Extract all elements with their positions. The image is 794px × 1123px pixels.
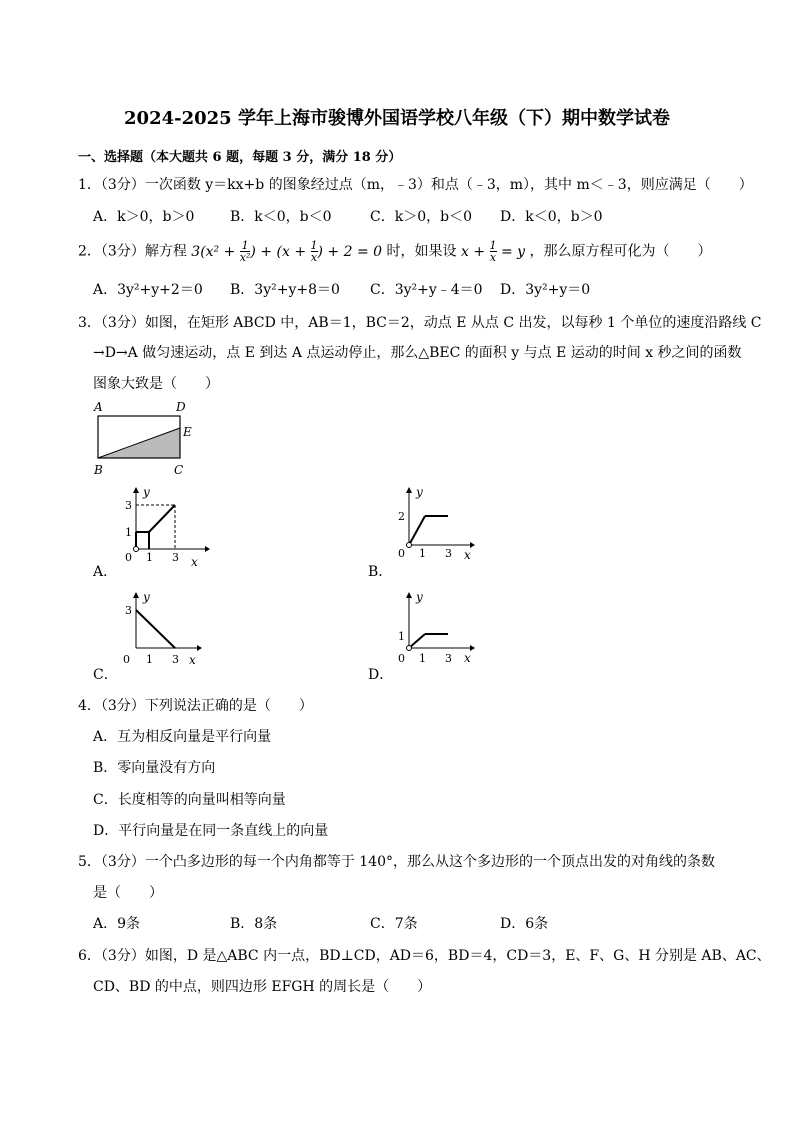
x-axis-label: x xyxy=(191,555,198,569)
q3-option-d-label: D． xyxy=(368,667,394,683)
tick-0: 0 xyxy=(398,652,405,665)
tick-y-3: 3 xyxy=(125,499,132,512)
open-point xyxy=(407,646,412,651)
y-axis-arrow xyxy=(133,592,139,598)
q4-option-a: A．互为相反向量是平行向量 xyxy=(93,729,272,745)
triangle-bec-shaded xyxy=(98,428,180,458)
q1-option-b: B．k＜0，b＜0 xyxy=(230,209,332,225)
tick-0: 0 xyxy=(123,653,130,666)
label-a: A xyxy=(94,400,103,414)
question-1-stem: 1．（3分）一次函数 y＝kx+b 的图象经过点（m，﹣3）和点（﹣3，m），其中 m＜﹣3，则应满足（ ） xyxy=(78,177,753,193)
q3-option-a-label: A． xyxy=(93,564,118,580)
tick-y-1: 1 xyxy=(125,526,132,539)
tick-0: 0 xyxy=(398,547,405,560)
y-axis-arrow xyxy=(133,487,139,493)
y-axis-label: y xyxy=(416,485,423,499)
q1-option-c: C．k＞0，b＜0 xyxy=(370,209,472,225)
question-5-line-2: 是（ ） xyxy=(93,885,163,901)
q4-option-d: D．平行向量是在同一条直线上的向量 xyxy=(93,823,329,839)
tick-x-3: 3 xyxy=(445,652,452,665)
open-point xyxy=(407,543,412,548)
tick-x-1: 1 xyxy=(419,547,426,560)
label-b: B xyxy=(94,463,103,477)
question-6-line-2: CD、BD 的中点，则四边形 EFGH 的周长是（ ） xyxy=(93,979,432,995)
q2-option-c: C．3y²+y﹣4＝0 xyxy=(370,282,483,298)
label-d: D xyxy=(176,400,186,414)
q5-option-b: B．8条 xyxy=(230,916,278,932)
q4-option-b: B．零向量没有方向 xyxy=(93,760,216,776)
tick-x-1: 1 xyxy=(146,653,153,666)
graph-line xyxy=(409,634,425,648)
q1-option-d: D．k＜0，b＞0 xyxy=(500,209,603,225)
graph-option-a xyxy=(115,485,210,575)
tick-y-3: 3 xyxy=(125,604,132,617)
tick-x-1: 1 xyxy=(419,652,426,665)
tick-y-2: 2 xyxy=(398,510,405,523)
q2-option-a: A．3y²+y+2＝0 xyxy=(93,282,203,298)
q5-option-d: D．6条 xyxy=(500,916,549,932)
q3-option-c-label: C． xyxy=(93,667,118,683)
q2-stem-a: 2．（3分）解方程 xyxy=(78,243,187,260)
y-axis-label: y xyxy=(143,590,150,604)
question-5-line-1: 5．（3分）一个凸多边形的每一个内角都等于 140°，那么从这个多边形的一个顶点出发的对角线的条数 xyxy=(78,854,715,870)
x-axis-arrow xyxy=(205,546,210,552)
q2-stem-b: 时，如果设 xyxy=(386,243,457,260)
q3-option-b-label: B． xyxy=(368,564,393,580)
graph-line xyxy=(149,505,175,532)
q5-option-a: A．9条 xyxy=(93,916,141,932)
question-3-line-2: →D→A 做匀速运动，点 E 到达 A 点运动停止，那么△BEC 的面积 y 与点 E 运动的时间 x 秒之间的函数 xyxy=(93,345,742,361)
open-point xyxy=(134,547,139,552)
q4-option-c: C．长度相等的向量叫相等向量 xyxy=(93,792,286,808)
graph-option-c xyxy=(115,590,210,675)
tick-0: 0 xyxy=(125,551,132,564)
rectangle-figure xyxy=(90,398,205,478)
graph-option-b xyxy=(388,485,483,575)
q2-option-b: B．3y²+y+8＝0 xyxy=(230,282,340,298)
q5-option-c: C．7条 xyxy=(370,916,418,932)
section-heading: 一、选择题（本大题共 6 题，每题 3 分，满分 18 分） xyxy=(78,150,402,165)
tick-y-1: 1 xyxy=(398,630,405,643)
question-3-line-1: 3．（3分）如图，在矩形 ABCD 中，AB＝1，BC＝2，动点 E 从点 C 出发，以每秒 1 个单位的速度沿路线 C xyxy=(78,315,762,331)
tick-x-3: 3 xyxy=(172,551,179,564)
tick-x-3: 3 xyxy=(445,547,452,560)
q1-option-a: A．k＞0，b＞0 xyxy=(93,209,195,225)
y-axis-label: y xyxy=(416,590,423,604)
q2-equation: 3(x² + $\frac{1}{\text{x²}}$ ) + (x + $\frac{1}{x}$ ) + 2 = 0 xyxy=(191,239,383,264)
q2-option-d: D．3y²+y＝0 xyxy=(500,282,591,298)
graph-option-d xyxy=(388,590,483,675)
graph-line xyxy=(136,610,175,648)
x-axis-label: x xyxy=(464,548,471,562)
x-axis-label: x xyxy=(189,653,196,667)
question-3-line-3: 图象大致是（ ） xyxy=(93,376,219,392)
question-6-line-1: 6．（3分）如图，D 是△ABC 内一点，BD⊥CD，AD＝6，BD＝4，CD＝3，E、F、G、H 分别是 AB、AC、 xyxy=(78,948,771,964)
y-axis-label: y xyxy=(143,485,150,499)
y-axis-arrow xyxy=(406,487,412,493)
q2-stem-c: ，那么原方程可化为（ ） xyxy=(529,243,712,260)
tick-x-3: 3 xyxy=(172,653,179,666)
q2-substitution: x + $\frac{1}{x}$ = y xyxy=(460,239,526,264)
x-axis-arrow xyxy=(197,645,202,651)
tick-x-1: 1 xyxy=(146,551,153,564)
question-4-stem: 4．（3分）下列说法正确的是（ ） xyxy=(78,698,313,714)
label-c: C xyxy=(174,463,184,477)
graph-line xyxy=(409,516,425,545)
y-axis-arrow xyxy=(406,592,412,598)
label-e: E xyxy=(183,425,192,439)
x-axis-label: x xyxy=(464,651,471,665)
page-title: 2024-2025 学年上海市骏博外国语学校八年级（下）期中数学试卷 xyxy=(124,108,670,129)
question-2-stem xyxy=(78,240,712,263)
